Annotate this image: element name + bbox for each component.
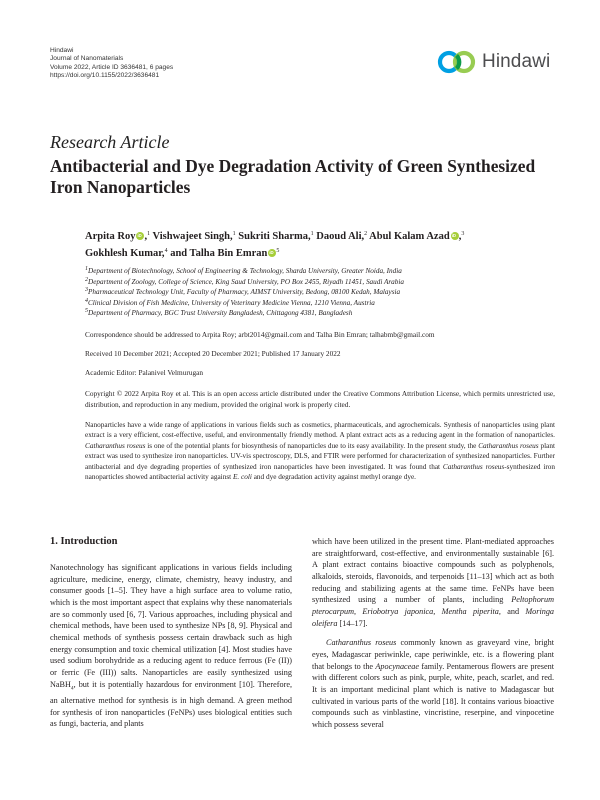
author[interactable]: Abul Kalam AzadiD ,$^3$ (369, 231, 464, 242)
body-column-left (50, 536, 292, 730)
affiliation: $^2$Department of Zoology, College of Science, King Saud University, PO Box 2455, Riyadh 11451, Saudi Arabia (85, 276, 404, 286)
correspondence: Correspondence should be addressed to Arpita Roy; arbt2014@gmail.com and Talha Bin Emran; talhabmb@gmail.com (85, 330, 435, 339)
section-heading: 1. Introduction (50, 536, 118, 547)
affiliation: $^4$Clinical Division of Fish Medicine, University of Veterinary Medicine Vienna, 1210 Vienna, Austria (85, 297, 375, 307)
affiliation-list (85, 266, 555, 319)
author[interactable]: Arpita RoyiD ,$^1$ (85, 231, 150, 242)
orcid-icon[interactable] (451, 232, 459, 240)
journal-meta (50, 47, 173, 81)
copyright-notice: Copyright © 2022 Arpita Roy et al. This is an open access article distributed under the Creative Commons Attribution License, which permits unrestricted use, distribution, and reproduction in any medium, provided the original work is properly cited. (85, 389, 555, 409)
publisher-name: Hindawi (50, 47, 74, 54)
journal-name: Journal of Nanomaterials (50, 55, 124, 63)
article-type: Research Article (50, 132, 170, 152)
author-list (85, 228, 555, 262)
academic-editor: Academic Editor: Palanivel Velmurugan (85, 368, 204, 377)
affiliation: $^3$Pharmaceutical Technology Unit, Faculty of Pharmacy, AIMST University, Bedong, 08100 Kedah, Malaysia (85, 287, 401, 297)
author[interactable]: and Talha Bin EmraniD $^5$ (170, 248, 279, 259)
author[interactable]: Gokhlesh Kumar,$^4$ (85, 248, 168, 259)
volume-line: Volume 2022, Article ID 3636481, 6 pages (50, 63, 174, 71)
body-column-right (312, 536, 554, 731)
paragraph: Nanotechnology has significant applications in various fields including agriculture, medicine, energy, climate, chemistry, heavy industry, and consumer goods [1–5]. They have a high surface area to volume ratio, which is the most important aspect that explains why these nanomaterials are so commonly used [6, 7]. Various approaches, including physical and chemical methods, have been used to synthesize NPs [8, 9]. Physical and chemical methods of synthesis possess certain drawback such as high energy consumption and toxic chemical utilization [4]. Most studies have used sodium borohydride as a reducing agent to reduce ferrous (Fe (II)) or ferric (Fe (III)) salts. Nanoparticles are easily synthesized using NaBH$_4$, but it is potentially hazardous for environment [10]. Therefore, an alternative method for synthesis is in high demand. A green method for synthesis of iron nanoparticles (FeNPs) uses biological entities such as fungi, bacteria, and plants (50, 563, 292, 729)
article-title: Antibacterial and Dye Degradation Activity of Green Synthesized Iron Nanoparticles (50, 156, 536, 197)
doi-link[interactable]: https://doi.org/10.1155/2022/3636481 (50, 72, 160, 80)
paragraph: which have been utilized in the present time. Plant-mediated approaches are straightforward, cost-effective, and environmentally sustainable [6]. A plant extract contains bioactive compounds such as polyphenols, alkaloids, steroids, flavonoids, and terpenoids [11–13] which act as both reducing and stabilizing agents at the same time. FeNPs have been synthesized using a number of plants, including Peltophorum pterocarpum, Eriobotrya japonica, Mentha piperita, and Moringa oleifera [14–17]. (312, 537, 555, 628)
paragraph: Catharanthus roseus commonly known as graveyard vine, bright eyes, Madagascar periwinkle, cape periwinkle, etc. is a flowering plant that belongs to the Apocynaceae family. Pentamerous flowers are present with different colors such as pink, purple, white, peach, scarlet, and red. It is an important medicinal plant which is native to Madagascar but cultivated in various parts of the world [18]. It contains various bioactive compounds such as vinblastine, vincristine, reserpine, and vinpocetine which possess several (312, 638, 554, 729)
abstract: Nanoparticles have a wide range of applications in various fields such as cosmetics, pharmaceuticals, and agrochemicals. Synthesis of nanoparticles using plant extract is a very efficient, cost-effective, useful, and environmentally friendly method. A plant extract acts as a reducing agent in the formation of nanoparticles. Catharanthus roseus is one of the potential plants for biosynthesis of nanoparticles due to its easy availability. In the present study, the Catharanthus roseus plant extract was used to synthesize iron nanoparticles. UV-vis spectroscopy, DLS, and FTIR were performed for characterization of synthesized nanoparticles. Further antibacterial and dye degrading properties of synthesized iron nanoparticles have been investigated. It was found that Catharanthus roseus-synthesized iron nanoparticles showed antibacterial activity against E. coli and dye degradation activity against methyl orange dye. (85, 421, 555, 482)
affiliation: $^5$Department of Pharmacy, BGC Trust University Bangladesh, Chittagong 4381, Bangladesh (85, 308, 353, 318)
affiliation: $^1$Department of Biotechnology, School of Engineering & Technology, Sharda University, Greater Noida, India (85, 266, 402, 275)
author[interactable]: Sukriti Sharma,$^1$ (238, 231, 314, 242)
hindawi-logo[interactable] (437, 50, 550, 74)
hindawi-logo-icon (437, 50, 477, 74)
publication-dates: Received 10 December 2021; Accepted 20 December 2021; Published 17 January 2022 (85, 349, 341, 358)
author[interactable]: Vishwajeet Singh,$^1$ (152, 231, 236, 242)
hindawi-logo-text: Hindawi (482, 51, 551, 72)
author[interactable]: Daoud Ali,$^2$ (316, 231, 368, 242)
